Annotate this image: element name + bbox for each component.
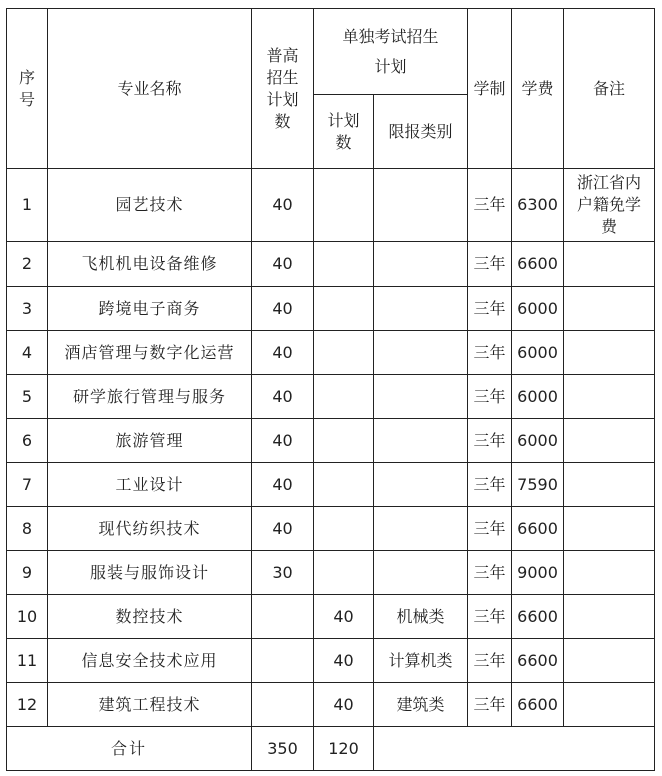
table-row bbox=[7, 331, 655, 375]
total-single-plan: 120 bbox=[314, 727, 374, 771]
cell-duration: 三年 bbox=[468, 375, 512, 419]
header-general-plan-line: 数 bbox=[274, 111, 291, 131]
header-restricted-category: 限报类别 bbox=[374, 95, 468, 169]
cell-duration: 三年 bbox=[468, 595, 512, 639]
cell-category bbox=[374, 419, 468, 463]
cell-general: 40 bbox=[252, 375, 314, 419]
cell-major: 数控技术 bbox=[48, 595, 252, 639]
cell-seq: 5 bbox=[7, 375, 48, 419]
header-duration: 学制 bbox=[468, 9, 512, 169]
cell-remark bbox=[564, 463, 655, 507]
cell-category bbox=[374, 551, 468, 595]
cell-major: 信息安全技术应用 bbox=[48, 639, 252, 683]
header-row-1 bbox=[7, 9, 655, 95]
cell-major: 旅游管理 bbox=[48, 419, 252, 463]
cell-major: 研学旅行管理与服务 bbox=[48, 375, 252, 419]
cell-general: 40 bbox=[252, 287, 314, 331]
cell-duration: 三年 bbox=[468, 507, 512, 551]
cell-tuition: 6600 bbox=[512, 683, 564, 727]
cell-single-plan bbox=[314, 419, 374, 463]
table-row bbox=[7, 242, 655, 287]
cell-seq: 12 bbox=[7, 683, 48, 727]
cell-category bbox=[374, 169, 468, 242]
cell-duration: 三年 bbox=[468, 683, 512, 727]
cell-category bbox=[374, 507, 468, 551]
cell-general bbox=[252, 595, 314, 639]
cell-single-plan bbox=[314, 463, 374, 507]
cell-remark bbox=[564, 375, 655, 419]
cell-major: 跨境电子商务 bbox=[48, 287, 252, 331]
cell-seq: 4 bbox=[7, 331, 48, 375]
cell-tuition: 6000 bbox=[512, 419, 564, 463]
cell-duration: 三年 bbox=[468, 463, 512, 507]
cell-category bbox=[374, 463, 468, 507]
cell-duration: 三年 bbox=[468, 287, 512, 331]
cell-category bbox=[374, 242, 468, 287]
cell-general: 40 bbox=[252, 331, 314, 375]
header-single-exam bbox=[314, 9, 468, 95]
cell-general: 40 bbox=[252, 419, 314, 463]
cell-tuition: 9000 bbox=[512, 551, 564, 595]
total-empty-cell bbox=[374, 727, 655, 771]
cell-major: 建筑工程技术 bbox=[48, 683, 252, 727]
cell-duration: 三年 bbox=[468, 639, 512, 683]
enrollment-plan-table bbox=[6, 8, 655, 771]
header-general-plan-line: 普高 bbox=[266, 45, 299, 65]
cell-remark bbox=[564, 551, 655, 595]
cell-major: 工业设计 bbox=[48, 463, 252, 507]
cell-major: 园艺技术 bbox=[48, 169, 252, 242]
header-seq bbox=[7, 9, 48, 169]
cell-seq: 7 bbox=[7, 463, 48, 507]
cell-seq: 2 bbox=[7, 242, 48, 287]
cell-single-plan bbox=[314, 551, 374, 595]
cell-remark bbox=[564, 419, 655, 463]
total-label: 合计 bbox=[7, 727, 252, 771]
cell-category bbox=[374, 331, 468, 375]
header-single-exam-line: 单独考试招生 bbox=[342, 26, 439, 46]
cell-single-plan: 40 bbox=[314, 639, 374, 683]
cell-single-plan bbox=[314, 375, 374, 419]
cell-tuition: 6000 bbox=[512, 287, 564, 331]
cell-major: 现代纺织技术 bbox=[48, 507, 252, 551]
cell-general: 40 bbox=[252, 507, 314, 551]
cell-remark bbox=[564, 507, 655, 551]
cell-single-plan bbox=[314, 242, 374, 287]
cell-single-plan bbox=[314, 287, 374, 331]
header-major: 专业名称 bbox=[48, 9, 252, 169]
cell-category: 计算机类 bbox=[374, 639, 468, 683]
table-row bbox=[7, 595, 655, 639]
header-tuition: 学费 bbox=[512, 9, 564, 169]
table-row bbox=[7, 551, 655, 595]
cell-major: 酒店管理与数字化运营 bbox=[48, 331, 252, 375]
header-general-plan-line: 招生 bbox=[266, 67, 299, 87]
cell-remark bbox=[564, 639, 655, 683]
cell-seq: 3 bbox=[7, 287, 48, 331]
cell-seq: 9 bbox=[7, 551, 48, 595]
cell-tuition: 6600 bbox=[512, 242, 564, 287]
cell-duration: 三年 bbox=[468, 551, 512, 595]
header-plan-count-line: 数 bbox=[335, 132, 352, 152]
cell-general: 40 bbox=[252, 242, 314, 287]
cell-seq: 8 bbox=[7, 507, 48, 551]
header-general-plan-line: 计划 bbox=[266, 89, 299, 109]
header-plan-count bbox=[314, 95, 374, 169]
table-row bbox=[7, 287, 655, 331]
header-remark: 备注 bbox=[564, 9, 655, 169]
cell-major: 飞机机电设备维修 bbox=[48, 242, 252, 287]
cell-tuition: 7590 bbox=[512, 463, 564, 507]
cell-category: 建筑类 bbox=[374, 683, 468, 727]
cell-seq: 10 bbox=[7, 595, 48, 639]
cell-tuition: 6000 bbox=[512, 331, 564, 375]
table-row bbox=[7, 639, 655, 683]
cell-remark bbox=[564, 242, 655, 287]
cell-remark bbox=[564, 331, 655, 375]
cell-duration: 三年 bbox=[468, 242, 512, 287]
cell-single-plan: 40 bbox=[314, 683, 374, 727]
cell-duration: 三年 bbox=[468, 331, 512, 375]
header-seq-line: 号 bbox=[18, 89, 35, 109]
cell-general: 30 bbox=[252, 551, 314, 595]
cell-general: 40 bbox=[252, 463, 314, 507]
header-general-plan bbox=[252, 9, 314, 169]
cell-seq: 6 bbox=[7, 419, 48, 463]
cell-general: 40 bbox=[252, 169, 314, 242]
cell-tuition: 6600 bbox=[512, 507, 564, 551]
cell-category: 机械类 bbox=[374, 595, 468, 639]
table-row bbox=[7, 419, 655, 463]
cell-tuition: 6300 bbox=[512, 169, 564, 242]
header-plan-count-line: 计划 bbox=[327, 110, 360, 130]
cell-category bbox=[374, 375, 468, 419]
cell-category bbox=[374, 287, 468, 331]
header-seq-line: 序 bbox=[18, 67, 35, 87]
cell-remark bbox=[564, 595, 655, 639]
cell-tuition: 6600 bbox=[512, 595, 564, 639]
cell-tuition: 6000 bbox=[512, 375, 564, 419]
table-row bbox=[7, 507, 655, 551]
cell-remark bbox=[564, 683, 655, 727]
cell-single-plan bbox=[314, 169, 374, 242]
cell-major: 服装与服饰设计 bbox=[48, 551, 252, 595]
cell-general bbox=[252, 639, 314, 683]
cell-seq: 11 bbox=[7, 639, 48, 683]
cell-remark bbox=[564, 287, 655, 331]
cell-duration: 三年 bbox=[468, 419, 512, 463]
header-single-exam-line: 计划 bbox=[374, 56, 407, 76]
cell-single-plan bbox=[314, 331, 374, 375]
cell-tuition: 6600 bbox=[512, 639, 564, 683]
total-general: 350 bbox=[252, 727, 314, 771]
table-row bbox=[7, 169, 655, 242]
total-row bbox=[7, 727, 655, 771]
table-row bbox=[7, 683, 655, 727]
cell-seq: 1 bbox=[7, 169, 48, 242]
cell-single-plan: 40 bbox=[314, 595, 374, 639]
cell-general bbox=[252, 683, 314, 727]
table-row bbox=[7, 375, 655, 419]
cell-duration: 三年 bbox=[468, 169, 512, 242]
table-row bbox=[7, 463, 655, 507]
cell-remark: 浙江省内户籍免学费 bbox=[564, 169, 655, 242]
cell-single-plan bbox=[314, 507, 374, 551]
